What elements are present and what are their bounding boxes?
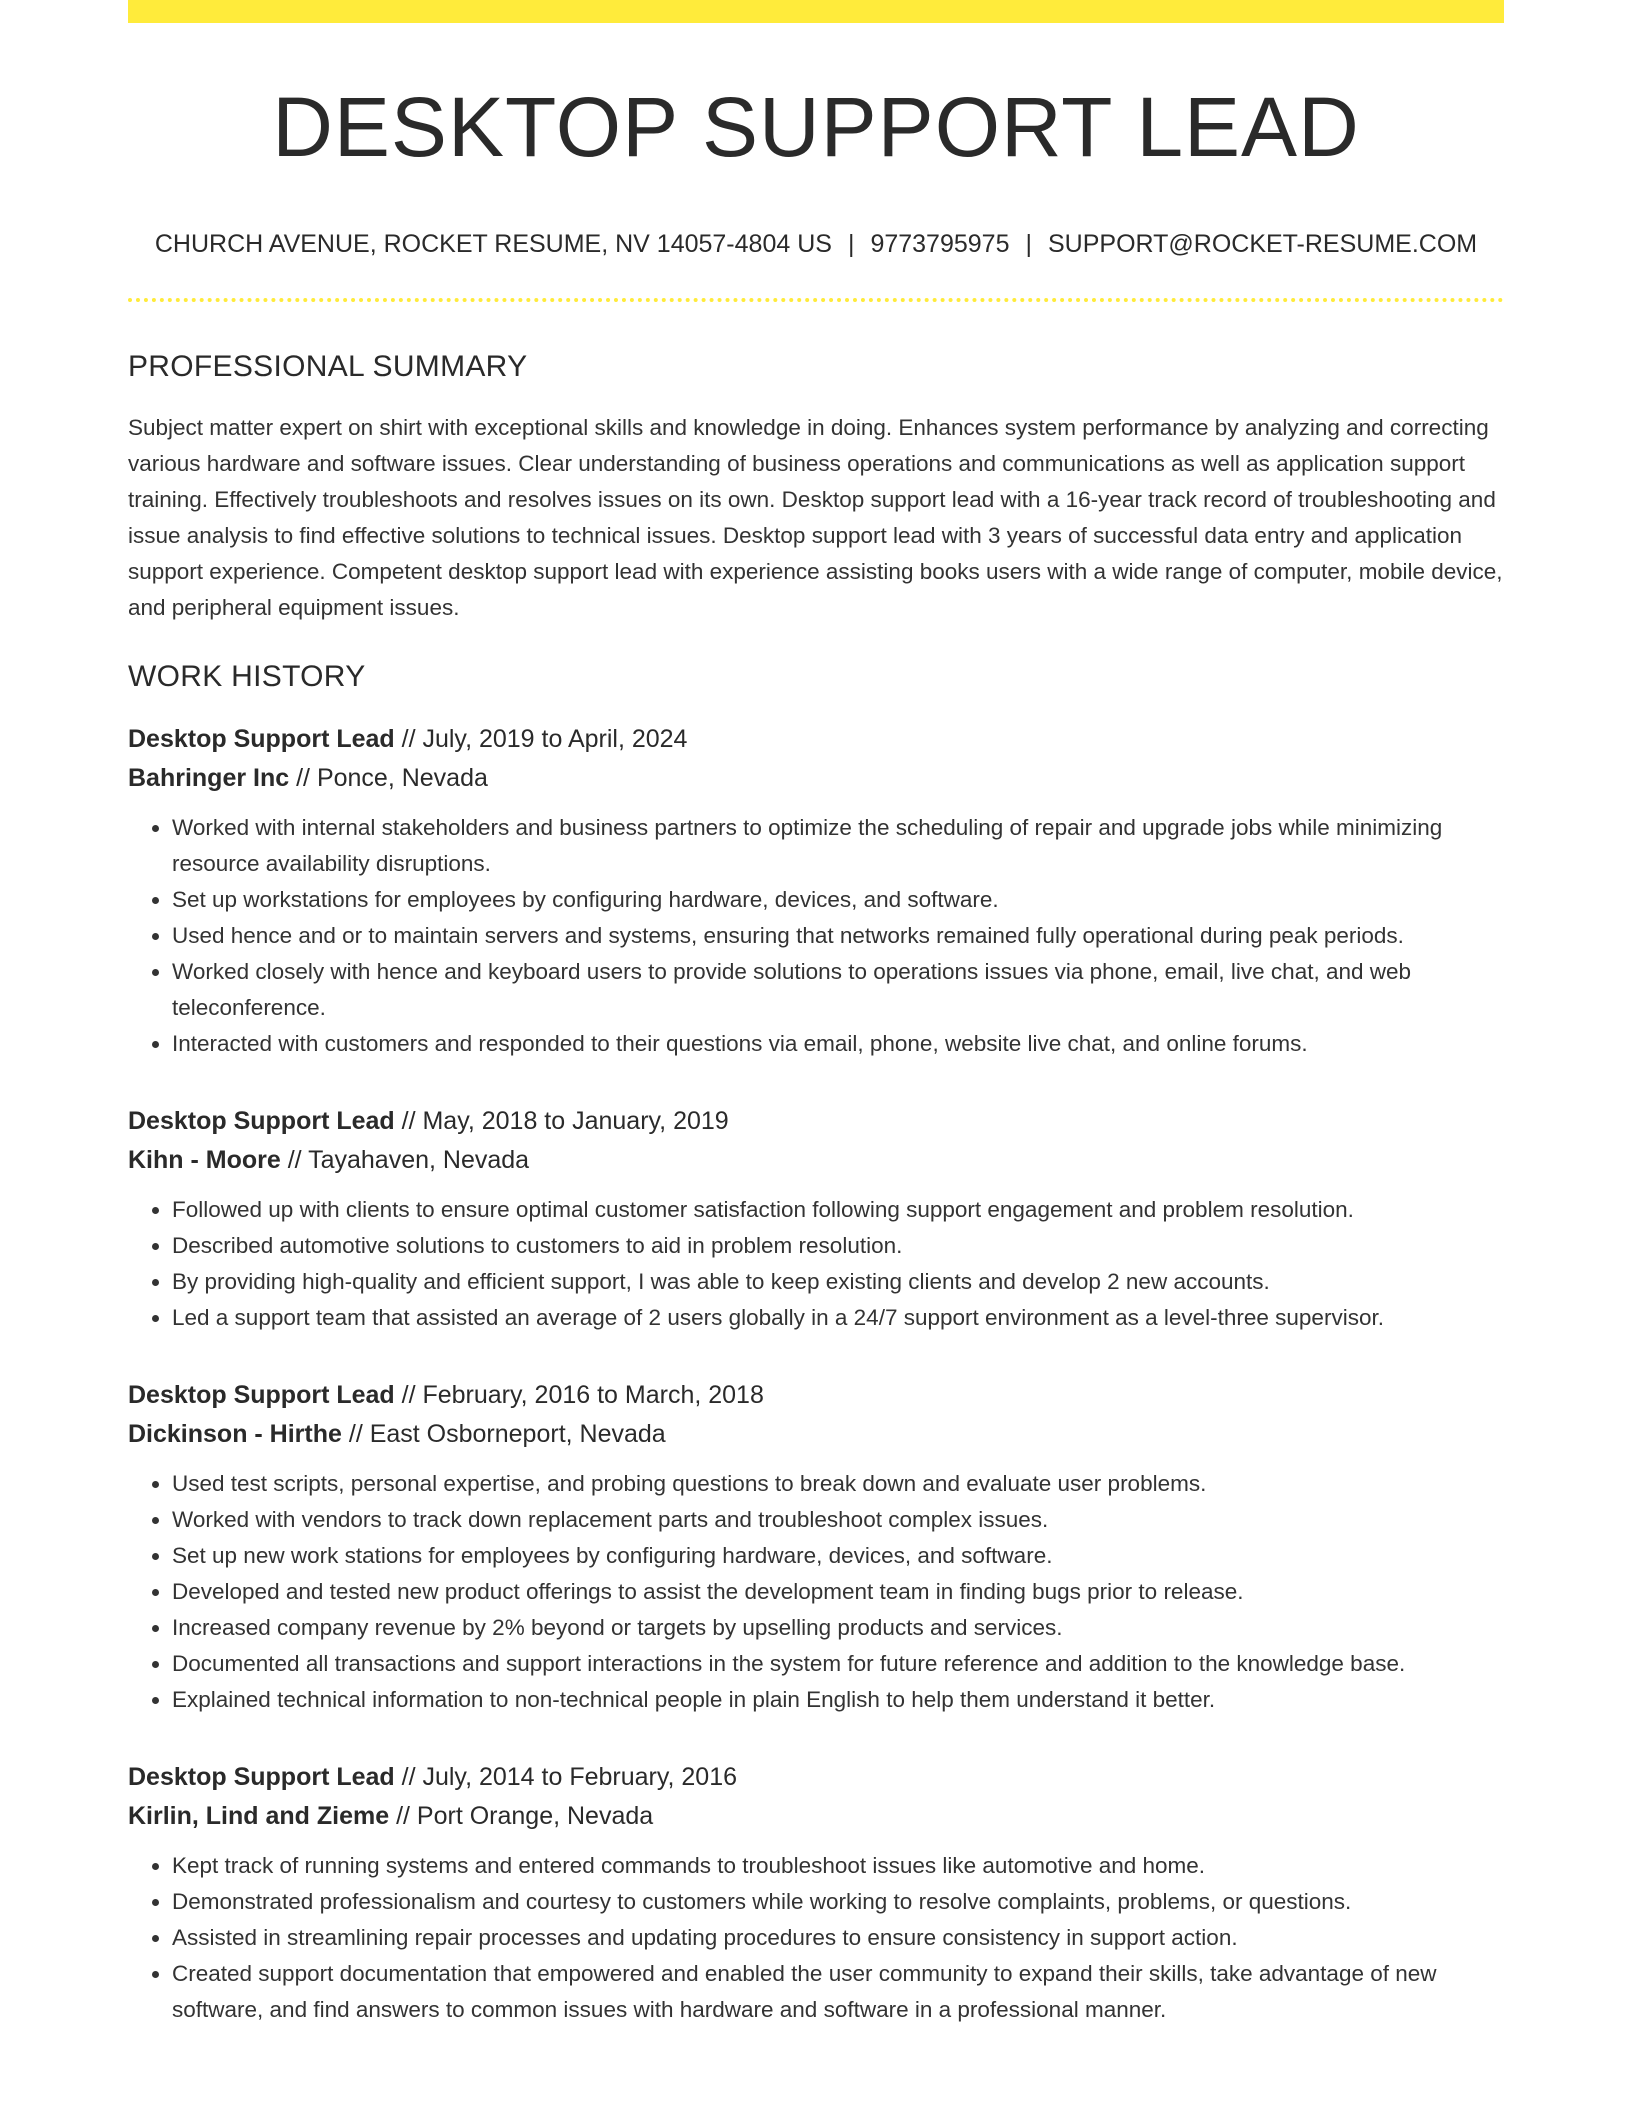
contact-address: CHURCH AVENUE, ROCKET RESUME, NV 14057-4804 US bbox=[154, 230, 832, 258]
job-company: Kirlin, Lind and Zieme bbox=[128, 1802, 390, 1830]
job-company: Dickinson - Hirthe bbox=[128, 1420, 342, 1448]
job-bullet: • Set up workstations for employees by configuring hardware, devices, and software. bbox=[172, 882, 1504, 918]
job-location: // Port Orange, Nevada bbox=[389, 1802, 654, 1830]
job-bullet: • Explained technical information to non-technical people in plain English to help them understand it better. bbox=[172, 1682, 1504, 1718]
job-bullets bbox=[128, 810, 1504, 1062]
job-company: Kihn - Moore bbox=[128, 1146, 281, 1174]
job-bullets bbox=[128, 1192, 1504, 1336]
job-location: // Ponce, Nevada bbox=[289, 764, 488, 792]
job-bullet: • Used hence and or to maintain servers and systems, ensuring that networks remained fully operational during peak periods. bbox=[172, 918, 1504, 954]
job-dates: // July, 2019 to April, 2024 bbox=[394, 725, 688, 753]
job-bullet: • Created support documentation that empowered and enabled the user community to expand their skills, take advantage of new software, and find answers to common issues with hardware and software in a professional manner. bbox=[172, 1956, 1504, 2028]
job-bullet: • Demonstrated professionalism and courtesy to customers while working to resolve complaints, problems, or questions. bbox=[172, 1884, 1504, 1920]
job-dates: // May, 2018 to January, 2019 bbox=[394, 1107, 729, 1135]
job-bullets bbox=[128, 1466, 1504, 1718]
job-location: // Tayahaven, Nevada bbox=[280, 1146, 530, 1174]
job-entry bbox=[128, 1376, 1504, 1718]
job-bullet: • Set up new work stations for employees by configuring hardware, devices, and software. bbox=[172, 1538, 1504, 1574]
job-title-line bbox=[128, 720, 1504, 759]
job-bullet: • Worked with internal stakeholders and business partners to optimize the scheduling of repair and upgrade jobs while minimizing resource availability disruptions. bbox=[172, 810, 1504, 882]
summary-text: Subject matter expert on shirt with exceptional skills and knowledge in doing. Enhances system performance by analyzing and correcting various hardware and software issues. Clear understanding of business operations and communications as well as application support training. Effectively troubleshoots and resolves issues on its own. Desktop support lead with a 16-year track record of troubleshooting and issue analysis to find effective solutions to technical issues. Desktop support lead with 3 years of successful data entry and application support experience. Competent desktop support lead with experience assisting books users with a wide range of computer, mobile device, and peripheral equipment issues. bbox=[128, 415, 1503, 620]
job-company-line bbox=[128, 1797, 1504, 1836]
contact-email: SUPPORT@ROCKET-RESUME.COM bbox=[1047, 230, 1478, 258]
job-dates: // July, 2014 to February, 2016 bbox=[394, 1763, 738, 1791]
job-bullet: • Worked with vendors to track down replacement parts and troubleshoot complex issues. bbox=[172, 1502, 1504, 1538]
job-entry bbox=[128, 720, 1504, 1062]
job-bullet: • Followed up with clients to ensure optimal customer satisfaction following support engagement and problem resolution. bbox=[172, 1192, 1504, 1228]
job-title-line bbox=[128, 1102, 1504, 1141]
contact-separator: | bbox=[1025, 230, 1032, 258]
job-role: Desktop Support Lead bbox=[128, 1107, 395, 1135]
job-bullet: • Led a support team that assisted an average of 2 users globally in a 24/7 support environment as a level-three supervisor. bbox=[172, 1300, 1504, 1336]
work-history-heading: WORK HISTORY bbox=[128, 660, 366, 693]
accent-top-bar bbox=[128, 0, 1504, 23]
job-bullet: • Used test scripts, personal expertise, and probing questions to break down and evaluate user problems. bbox=[172, 1466, 1504, 1502]
job-role: Desktop Support Lead bbox=[128, 1381, 395, 1409]
contact-phone: 9773795975 bbox=[870, 230, 1010, 258]
contact-line bbox=[128, 232, 1504, 257]
job-bullet: • Increased company revenue by 2% beyond or targets by upselling products and services. bbox=[172, 1610, 1504, 1646]
resume-page bbox=[128, 0, 1504, 2028]
job-bullet: • Described automotive solutions to customers to aid in problem resolution. bbox=[172, 1228, 1504, 1264]
job-location: // East Osborneport, Nevada bbox=[341, 1420, 666, 1448]
job-role: Desktop Support Lead bbox=[128, 725, 395, 753]
job-title-line bbox=[128, 1758, 1504, 1797]
job-bullet: • Developed and tested new product offerings to assist the development team in finding bugs prior to release. bbox=[172, 1574, 1504, 1610]
job-bullet: • Interacted with customers and responded to their questions via email, phone, website live chat, and online forums. bbox=[172, 1026, 1504, 1062]
job-company-line bbox=[128, 1415, 1504, 1454]
job-bullet: • By providing high-quality and efficient support, I was able to keep existing clients and develop 2 new accounts. bbox=[172, 1264, 1504, 1300]
resume-name: DESKTOP SUPPORT LEAD bbox=[272, 80, 1360, 174]
job-bullets bbox=[128, 1848, 1504, 2028]
job-dates: // February, 2016 to March, 2018 bbox=[394, 1381, 764, 1409]
job-entry bbox=[128, 1758, 1504, 2028]
job-company-line bbox=[128, 759, 1504, 798]
job-bullet: • Assisted in streamlining repair processes and updating procedures to ensure consistency in support action. bbox=[172, 1920, 1504, 1956]
job-title-line bbox=[128, 1376, 1504, 1415]
job-role: Desktop Support Lead bbox=[128, 1763, 395, 1791]
job-company: Bahringer Inc bbox=[128, 764, 290, 792]
dotted-divider bbox=[128, 298, 1504, 302]
summary-heading: PROFESSIONAL SUMMARY bbox=[128, 350, 528, 383]
job-bullet: • Documented all transactions and support interactions in the system for future reference and addition to the knowledge base. bbox=[172, 1646, 1504, 1682]
job-entry bbox=[128, 1102, 1504, 1336]
job-bullet: • Worked closely with hence and keyboard users to provide solutions to operations issues via phone, email, live chat, and web teleconference. bbox=[172, 954, 1504, 1026]
job-company-line bbox=[128, 1141, 1504, 1180]
job-bullet: • Kept track of running systems and entered commands to troubleshoot issues like automotive and home. bbox=[172, 1848, 1504, 1884]
contact-separator: | bbox=[847, 230, 855, 258]
